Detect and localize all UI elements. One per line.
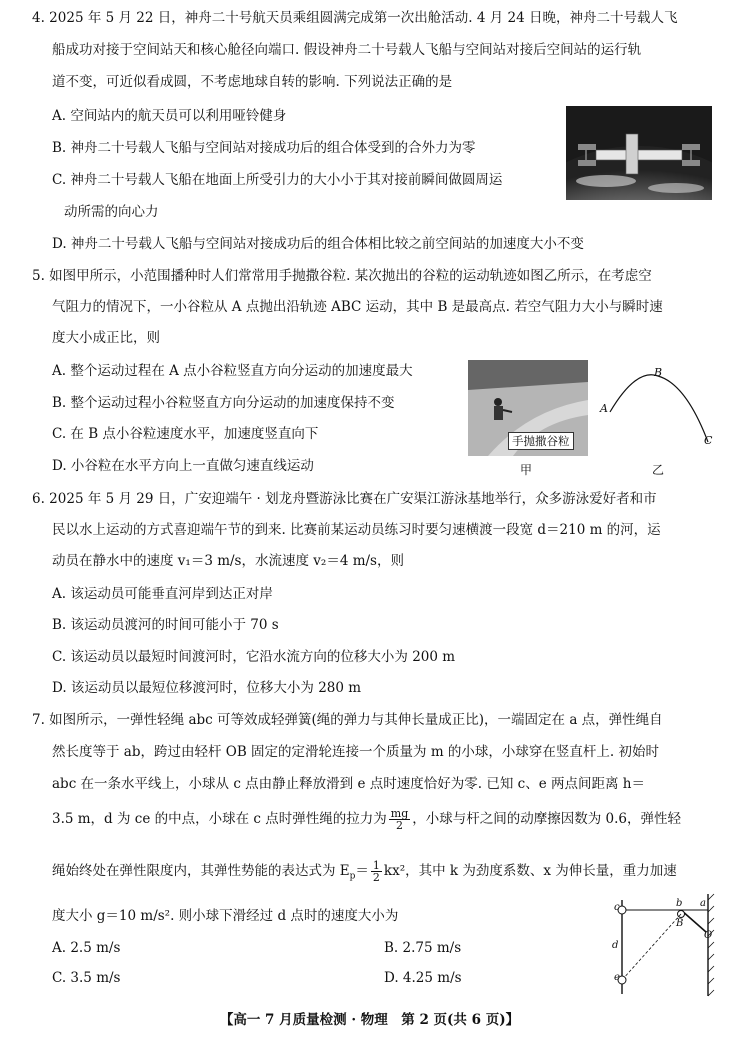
fraction-mg-over-2: $\frac{mg}{2}$ [390, 807, 409, 832]
point-a-label: A [600, 402, 608, 415]
q5-option-a: A. 整个运动过程在 A 点小谷粒竖直方向分运动的加速度最大 [52, 363, 413, 379]
q5-option-b: B. 整个运动过程小谷粒竖直方向分运动的加速度保持不变 [52, 395, 395, 411]
q4-option-d: D. 神舟二十号载人飞船与空间站对接成功后的组合体相比较之前空间站的加速度大小不变 [52, 236, 584, 252]
q6-option-b: B. 该运动员渡河的时间可能小于 70 s [52, 617, 279, 633]
page-footer: 【高一 7 月质量检测 · 物理 第 2 页(共 6 页)】 [219, 1012, 520, 1028]
fraction-1-over-2: $\frac{1}{2}$ [372, 859, 380, 884]
point-b-label: B [654, 366, 663, 379]
diagram-label-o: O [704, 930, 713, 941]
q7-option-c: C. 3.5 m/s [52, 970, 121, 986]
q7-stem-line-6: 度大小 g＝10 m/s². 则小球下滑经过 d 点时的速度大小为 [52, 908, 399, 924]
q4-option-b: B. 神舟二十号载人飞船与空间站对接成功后的组合体受到的合外力为零 [52, 140, 476, 156]
q6-option-a: A. 该运动员可能垂直河岸到达正对岸 [52, 586, 273, 602]
q6-stem-line-1: 6. 2025 年 5 月 29 日，广安迎端午 · 划龙舟暨游泳比赛在广安渠江游泳基地举行，众多游泳爱好者和市 [32, 491, 657, 507]
q7-option-a: A. 2.5 m/s [52, 940, 121, 956]
q5-option-c: C. 在 B 点小谷粒速度水平，加速度竖直向下 [52, 426, 319, 442]
diagram-label-c: c [614, 902, 620, 913]
photo-caption: 手抛撒谷粒 [508, 432, 574, 450]
q4-option-a: A. 空间站内的航天员可以利用哑铃健身 [52, 108, 287, 124]
q7-option-b: B. 2.75 m/s [384, 940, 462, 956]
diagram-label-e: e [614, 972, 620, 983]
q6-option-c: C. 该运动员以最短时间渡河时，它沿水流方向的位移大小为 200 m [52, 649, 456, 665]
q5-stem-line-2: 气阻力的情况下，一小谷粒从 A 点抛出沿轨迹 ABC 运动，其中 B 是最高点. 若空气阻力大小与瞬时速 [52, 299, 663, 315]
q4-option-c-cont: 动所需的向心力 [64, 204, 159, 220]
q7-stem-line-4: 3.5 m，d 为 ce 的中点，小球在 c 点时弹性绳的拉力为 $\frac{mg}{2}$ ，小球与杆之间的动摩擦因数为 0.6，弹性轻 [52, 807, 682, 832]
q4-option-c: C. 神舟二十号载人飞船在地面上所受引力的大小小于其对接前瞬间做圆周运 [52, 172, 503, 188]
q5-stem-line-3: 度大小成正比，则 [52, 330, 160, 346]
q7-stem-line-2: 然长度等于 ab，跨过由轻杆 OB 固定的定滑轮连接一个质量为 m 的小球，小球穿在竖直杆上. 初始时 [52, 744, 660, 760]
q4-stem-line-3: 道不变，可近似看成圆，不考虑地球自转的影响. 下列说法正确的是 [52, 74, 453, 90]
diagram-label-a: a [700, 898, 706, 909]
q7-stem-line-3: abc 在一条水平线上，小球从 c 点由静止释放滑到 e 点时速度恰好为零. 已知 c、e 两点间距离 h＝ [52, 776, 645, 792]
point-c-label: C [704, 434, 713, 447]
diagram-label-b: b [676, 898, 683, 909]
diagram-label-d: d [612, 940, 619, 951]
q7-stem-line-5: 绳始终处在弹性限度内，其弹性势能的表达式为 $E_p=$ $\frac{1}{2}$ kx²，其中 k 为劲度系数、x 为伸长量，重力加速 [52, 859, 677, 884]
q7-stem-line-1: 7. 如图所示，一弹性轻绳 abc 可等效成轻弹簧(绳的弹力与其伸长量成正比)，一端固定在 a 点，弹性绳自 [32, 712, 663, 728]
q7-option-d: D. 4.25 m/s [384, 970, 462, 986]
q5-option-d: D. 小谷粒在水平方向上一直做匀速直线运动 [52, 458, 314, 474]
q6-stem-line-3: 动员在静水中的速度 v₁＝3 m/s，水流速度 v₂＝4 m/s，则 [52, 553, 404, 569]
figure-label-yi: 乙 [652, 463, 665, 477]
q6-option-d: D. 该运动员以最短位移渡河时，位移大小为 280 m [52, 680, 362, 696]
q4-stem-line-1: 4. 2025 年 5 月 22 日，神舟二十号航天员乘组圆满完成第一次出舱活动. 4 月 24 日晚，神舟二十号载人飞 [32, 10, 678, 26]
q6-stem-line-2: 民以水上运动的方式喜迎端午节的到来. 比赛前某运动员练习时要匀速横渡一段宽 d＝210 m 的河，运 [52, 522, 661, 538]
diagram-label-big-b: B [676, 918, 684, 929]
q4-stem-line-2: 船成功对接于空间站天和核心舱径向端口. 假设神舟二十号载人飞船与空间站对接后空间站的运行轨 [52, 42, 642, 58]
space-station-photo [566, 106, 712, 200]
figure-label-jia: 甲 [520, 463, 533, 477]
q5-stem-line-1: 5. 如图甲所示，小范围播种时人们常常用手抛撒谷粒. 某次抛出的谷粒的运动轨迹如图乙所示，在考虑空 [32, 268, 652, 284]
